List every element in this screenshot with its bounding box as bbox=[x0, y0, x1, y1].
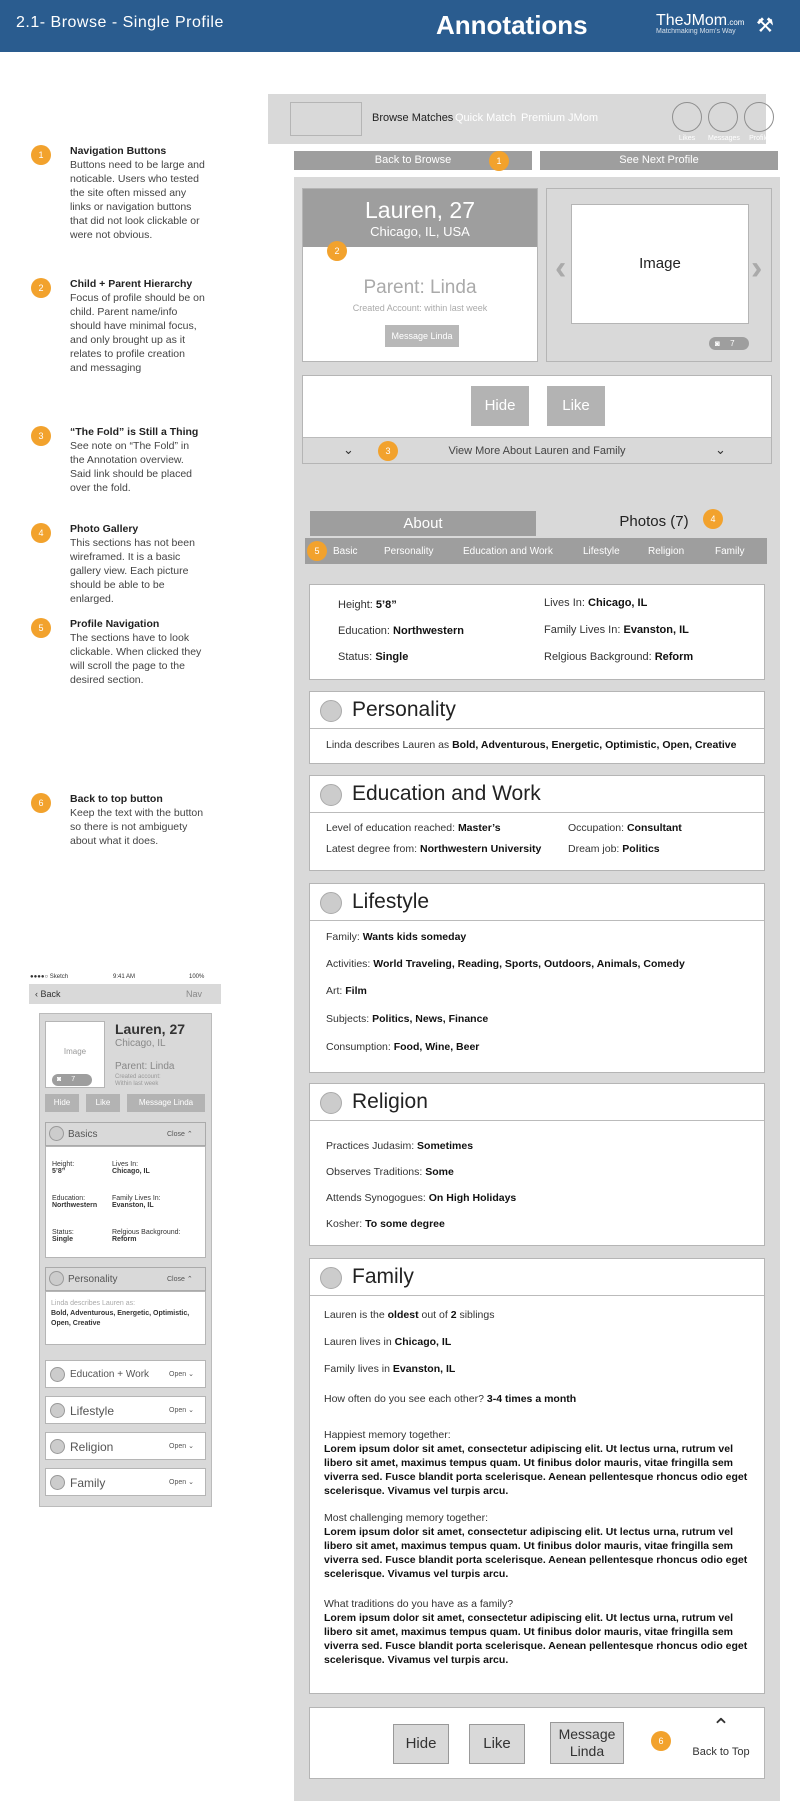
back-to-browse-button[interactable]: Back to Browse bbox=[294, 151, 532, 170]
annotation-text: Navigation Buttons Buttons need to be large and noticable. Users who tested the site often missed any links or navigation buttons that did not look clickable or were not obvious. bbox=[70, 145, 205, 241]
education-section bbox=[309, 775, 765, 871]
family-question: What traditions do you have as a family? bbox=[324, 1598, 514, 1610]
annotation-text: Photo Gallery This sections has not been wireframed. It is a basic gallery view. Each picture should be able to be enlarged. bbox=[70, 523, 195, 605]
divider bbox=[310, 728, 764, 729]
likes-icon[interactable] bbox=[672, 102, 702, 132]
battery-text: 100% bbox=[189, 974, 205, 980]
mobile-parent-name: Parent: Linda bbox=[115, 1061, 175, 1072]
mobile-child-location: Chicago, IL bbox=[115, 1038, 166, 1049]
annotation-marker: 4 bbox=[31, 523, 51, 543]
close-toggle[interactable]: Close ⌃ bbox=[167, 1276, 193, 1283]
carrier-text: ●●●●○ Sketch bbox=[30, 974, 69, 980]
mobile-basics-header[interactable] bbox=[45, 1122, 206, 1146]
nav-browse-matches[interactable]: Browse Matches bbox=[372, 112, 454, 124]
back-to-top-button[interactable]: Back to Top bbox=[692, 1746, 750, 1758]
lifestyle-row: Subjects: Politics, News, Finance bbox=[326, 1013, 489, 1025]
section-icon bbox=[50, 1403, 65, 1418]
section-icon bbox=[320, 892, 342, 914]
mobile-lives: Lives In: Chicago, IL bbox=[112, 1161, 150, 1175]
tab-photos[interactable]: Photos (7) bbox=[619, 513, 689, 530]
profile-icon[interactable] bbox=[744, 102, 774, 132]
subnav-basic[interactable]: Basic bbox=[333, 546, 358, 557]
chevron-down-icon: ⌄ bbox=[343, 442, 354, 457]
annotation-marker: 5 bbox=[307, 541, 327, 561]
annotation-marker: 5 bbox=[31, 618, 51, 638]
annotation-text: Profile Navigation The sections have to look clickable. When clicked they will scroll the page to the desired section. bbox=[70, 618, 202, 686]
family-siblings: Lauren is the oldest out of 2 siblings bbox=[324, 1309, 495, 1321]
religion-row: Kosher: To some degree bbox=[326, 1218, 445, 1230]
mobile-family-lives: Family Lives In: Evanston, IL bbox=[112, 1195, 161, 1209]
mobile-hide-button[interactable]: Hide bbox=[45, 1094, 79, 1112]
view-more-bar[interactable] bbox=[303, 437, 771, 463]
section-icon bbox=[50, 1367, 65, 1382]
annotation-marker: 3 bbox=[378, 441, 398, 461]
mobile-child-name: Lauren, 27 bbox=[115, 1021, 186, 1037]
chevron-left-icon[interactable]: ‹ bbox=[555, 249, 567, 287]
image-placeholder-label: Image bbox=[63, 1047, 87, 1056]
mobile-personality-traits: Bold, Adventurous, Energetic, Optimistic, Open, Creative bbox=[51, 1310, 190, 1327]
section-title: Education and Work bbox=[352, 782, 541, 805]
mobile-basics-body bbox=[45, 1146, 206, 1258]
site-nav bbox=[268, 94, 769, 144]
divider bbox=[310, 812, 764, 813]
family-see-often: How often do you see each other? 3-4 times a month bbox=[324, 1393, 577, 1405]
profile-label: Profile bbox=[749, 135, 769, 142]
mobile-back-button[interactable]: ‹ Back bbox=[35, 989, 61, 999]
see-next-profile-button[interactable]: See Next Profile bbox=[540, 151, 778, 170]
section-title: Education + Work bbox=[70, 1369, 150, 1380]
lifestyle-section bbox=[309, 883, 765, 1073]
bottom-actions bbox=[309, 1707, 765, 1779]
parent-name: Parent: Linda bbox=[363, 277, 477, 298]
section-title: Basics bbox=[68, 1129, 98, 1140]
hide-button[interactable]: Hide bbox=[393, 1724, 449, 1764]
subnav-family[interactable]: Family bbox=[715, 546, 745, 557]
religion-row: Attends Synogogues: On High Holidays bbox=[326, 1192, 517, 1204]
messages-icon[interactable] bbox=[708, 102, 738, 132]
section-icon bbox=[50, 1475, 65, 1490]
mobile-nav-button[interactable]: Nav bbox=[186, 989, 203, 999]
section-title: Family bbox=[70, 1476, 106, 1490]
open-toggle[interactable]: Open ⌄ bbox=[169, 1443, 194, 1450]
mobile-status: Status: Single bbox=[52, 1229, 74, 1243]
section-icon bbox=[50, 1439, 65, 1454]
lifestyle-row: Consumption: Food, Wine, Beer bbox=[326, 1041, 480, 1053]
annotation-marker: 1 bbox=[31, 145, 51, 165]
profile-image[interactable] bbox=[571, 204, 749, 324]
family-section bbox=[309, 1258, 765, 1694]
annotation-marker: 1 bbox=[489, 151, 509, 171]
annotation-marker: 3 bbox=[31, 426, 51, 446]
mobile-profile-panel bbox=[39, 1013, 212, 1507]
camera-icon: ◙ bbox=[57, 1076, 62, 1083]
header-bar bbox=[0, 0, 800, 52]
lifestyle-row: Art: Film bbox=[326, 985, 367, 997]
personality-traits: Linda describes Lauren as Bold, Adventurous, Energetic, Optimistic, Open, Creative bbox=[326, 739, 737, 751]
mobile-height: Height: 5’8” bbox=[52, 1161, 75, 1175]
page-title: 2.1- Browse - Single Profile bbox=[16, 14, 224, 31]
child-location: Chicago, IL, USA bbox=[370, 224, 470, 239]
mobile-personality-body bbox=[45, 1291, 206, 1345]
section-title: Personality bbox=[68, 1274, 118, 1285]
personality-section bbox=[309, 691, 765, 764]
likes-label: Likes bbox=[678, 135, 696, 142]
mobile-religion: Relgious Background: Reform bbox=[112, 1229, 181, 1243]
like-button[interactable]: Like bbox=[547, 386, 605, 426]
annotation-marker: 4 bbox=[703, 509, 723, 529]
section-icon bbox=[49, 1271, 64, 1286]
mobile-profile-image[interactable] bbox=[45, 1021, 105, 1088]
actions-panel bbox=[302, 375, 772, 464]
hide-button[interactable]: Hide bbox=[471, 386, 529, 426]
chevron-up-icon[interactable]: ⌃ bbox=[711, 1714, 731, 1739]
clock-text: 9:41 AM bbox=[113, 974, 136, 980]
section-title: Personality bbox=[352, 698, 456, 721]
profile-name-header bbox=[303, 189, 537, 247]
family-lives: Family lives in Evanston, IL bbox=[324, 1363, 456, 1375]
section-title: Family bbox=[352, 1265, 414, 1288]
photo-count-badge[interactable] bbox=[709, 337, 749, 350]
basic-height: Height: 5’8” bbox=[338, 599, 397, 611]
subnav-education[interactable]: Education and Work bbox=[463, 546, 553, 557]
mobile-created2: Within last week bbox=[115, 1081, 159, 1087]
open-toggle[interactable]: Open ⌄ bbox=[169, 1407, 194, 1414]
mobile-like-button[interactable]: Like bbox=[86, 1094, 120, 1112]
family-lauren-lives: Lauren lives in Chicago, IL bbox=[324, 1336, 452, 1348]
site-logo-placeholder bbox=[290, 102, 362, 136]
mobile-education-header[interactable] bbox=[45, 1360, 206, 1388]
open-toggle[interactable]: Open ⌄ bbox=[169, 1479, 194, 1486]
mobile-education: Education: Northwestern bbox=[52, 1195, 98, 1209]
annotation-text: Back to top button Keep the text with the button so there is not ambiguety about what it does. bbox=[70, 793, 204, 847]
created-info: Created Account: within last week bbox=[352, 303, 488, 313]
family-question: Happiest memory together: bbox=[324, 1429, 451, 1441]
photo-gallery bbox=[546, 188, 772, 362]
chevron-right-icon[interactable]: › bbox=[751, 249, 763, 287]
religion-section bbox=[309, 1083, 765, 1246]
annotation-marker: 6 bbox=[651, 1731, 671, 1751]
lifestyle-row: Family: Wants kids someday bbox=[326, 931, 467, 943]
section-icon bbox=[320, 1267, 342, 1289]
mobile-created: Created account: bbox=[115, 1074, 161, 1080]
section-icon bbox=[320, 700, 342, 722]
section-title: Lifestyle bbox=[70, 1404, 115, 1418]
section-title: Religion bbox=[70, 1440, 114, 1454]
lifestyle-row: Activities: World Traveling, Reading, Sports, Outdoors, Animals, Comedy bbox=[326, 958, 685, 970]
subnav-lifestyle[interactable]: Lifestyle bbox=[583, 546, 620, 557]
divider bbox=[310, 1120, 764, 1121]
divider bbox=[310, 920, 764, 921]
message-linda-button[interactable]: Message Linda bbox=[385, 325, 459, 347]
subnav-personality[interactable]: Personality bbox=[384, 546, 434, 557]
tools-icon: ⚒ bbox=[756, 15, 774, 37]
family-answer: Lorem ipsum dolor sit amet, consectetur adipiscing elit. Ut lectus urna, rutrum vel libero sit amet, maximus tempus quam. Ut finibus dolor mauris, vitae fringilla sem viverra sed. Fusce blandit porta scelerisque. Aenean pellentesque rhoncus odio eget scelerisque. Vivamus vel turpis arcu. bbox=[324, 1443, 748, 1497]
basics-section bbox=[309, 584, 765, 680]
basic-education: Education: Northwestern bbox=[338, 625, 464, 637]
section-icon bbox=[49, 1126, 64, 1141]
section-icon bbox=[320, 1092, 342, 1114]
message-linda-button[interactable]: Message Linda bbox=[550, 1722, 624, 1764]
edu-degree: Latest degree from: Northwestern University bbox=[326, 843, 542, 855]
profile-card bbox=[302, 188, 538, 362]
family-answer: Lorem ipsum dolor sit amet, consectetur adipiscing elit. Ut lectus urna, rutrum vel libero sit amet, maximus tempus quam. Ut finibus dolor mauris, vitae fringilla sem viverra sed. Fusce blandit porta scelerisque. Aenean pellentesque rhoncus odio eget scelerisque. Vivamus vel turpis arcu. bbox=[324, 1612, 748, 1666]
section-title: Lifestyle bbox=[352, 890, 430, 913]
annotation-marker: 6 bbox=[31, 793, 51, 813]
basic-status: Status: Single bbox=[338, 651, 409, 663]
section-title: Religion bbox=[352, 1090, 428, 1113]
child-name: Lauren, 27 bbox=[365, 197, 475, 223]
mobile-nav-bar bbox=[29, 984, 221, 1004]
annotation-marker: 2 bbox=[31, 278, 51, 298]
mobile-family-header[interactable] bbox=[45, 1468, 206, 1496]
religion-row: Observes Traditions: Some bbox=[326, 1166, 454, 1178]
mobile-message-button[interactable]: Message Linda bbox=[127, 1094, 205, 1112]
photo-count-badge[interactable]: ◙ 7 bbox=[52, 1074, 92, 1086]
mobile-status-bar bbox=[29, 973, 221, 984]
photo-count: 7 bbox=[730, 339, 735, 348]
image-placeholder-label: Image bbox=[639, 255, 681, 272]
basic-family-lives: Family Lives In: Evanston, IL bbox=[544, 624, 689, 636]
annotation-text: “The Fold” is Still a Thing See note on “The Fold” in the Annotation overview. Said link should be placed over the fold. bbox=[70, 426, 199, 494]
edu-dream-job: Dream job: Politics bbox=[568, 843, 660, 855]
subnav-religion[interactable]: Religion bbox=[648, 546, 685, 557]
jmom-logo: TheJMom.com Matchmaking Mom's Way bbox=[656, 12, 745, 35]
like-button[interactable]: Like bbox=[469, 1724, 525, 1764]
divider bbox=[310, 1295, 764, 1296]
family-answer: Lorem ipsum dolor sit amet, consectetur adipiscing elit. Ut lectus urna, rutrum vel libero sit amet, maximus tempus quam. Ut finibus dolor mauris, vitae fringilla sem viverra sed. Fusce blandit porta scelerisque. Aenean pellentesque rhoncus odio eget scelerisque. Vivamus vel turpis arcu. bbox=[324, 1526, 748, 1580]
nav-premium-jmom[interactable]: Premium JMom bbox=[521, 112, 599, 124]
profile-subnav bbox=[305, 538, 767, 564]
messages-label: Messages bbox=[708, 135, 740, 142]
mobile-lifestyle-header[interactable] bbox=[45, 1396, 206, 1424]
close-toggle[interactable]: Close ⌃ bbox=[167, 1131, 193, 1138]
annotation-marker: 2 bbox=[327, 241, 347, 261]
open-toggle[interactable]: Open ⌄ bbox=[169, 1371, 194, 1378]
section-icon bbox=[320, 784, 342, 806]
view-more-link[interactable]: View More About Lauren and Family bbox=[448, 445, 626, 457]
nav-quick-match[interactable]: Quick Match bbox=[455, 112, 517, 124]
edu-occupation: Occupation: Consultant bbox=[568, 822, 682, 834]
edu-level: Level of education reached: Master’s bbox=[326, 822, 501, 834]
religion-row: Practices Judasim: Sometimes bbox=[326, 1140, 474, 1152]
basic-lives-in: Lives In: Chicago, IL bbox=[544, 597, 648, 609]
tab-about[interactable]: About bbox=[310, 511, 536, 536]
family-question: Most challenging memory together: bbox=[324, 1512, 488, 1524]
camera-icon: ◙ bbox=[715, 339, 720, 348]
mobile-personality-header[interactable] bbox=[45, 1267, 206, 1291]
mobile-religion-header[interactable] bbox=[45, 1432, 206, 1460]
mobile-personality-lead: Linda describes Lauren as: bbox=[51, 1300, 136, 1307]
chevron-down-icon: ⌄ bbox=[715, 442, 726, 457]
basic-religion: Relgious Background: Reform bbox=[544, 651, 694, 663]
annotations-title: Annotations bbox=[436, 10, 588, 40]
annotation-text: Child + Parent Hierarchy Focus of profile should be on child. Parent name/info should have minimal focus, and only brought up as it relates to profile creation and messaging bbox=[70, 278, 205, 374]
